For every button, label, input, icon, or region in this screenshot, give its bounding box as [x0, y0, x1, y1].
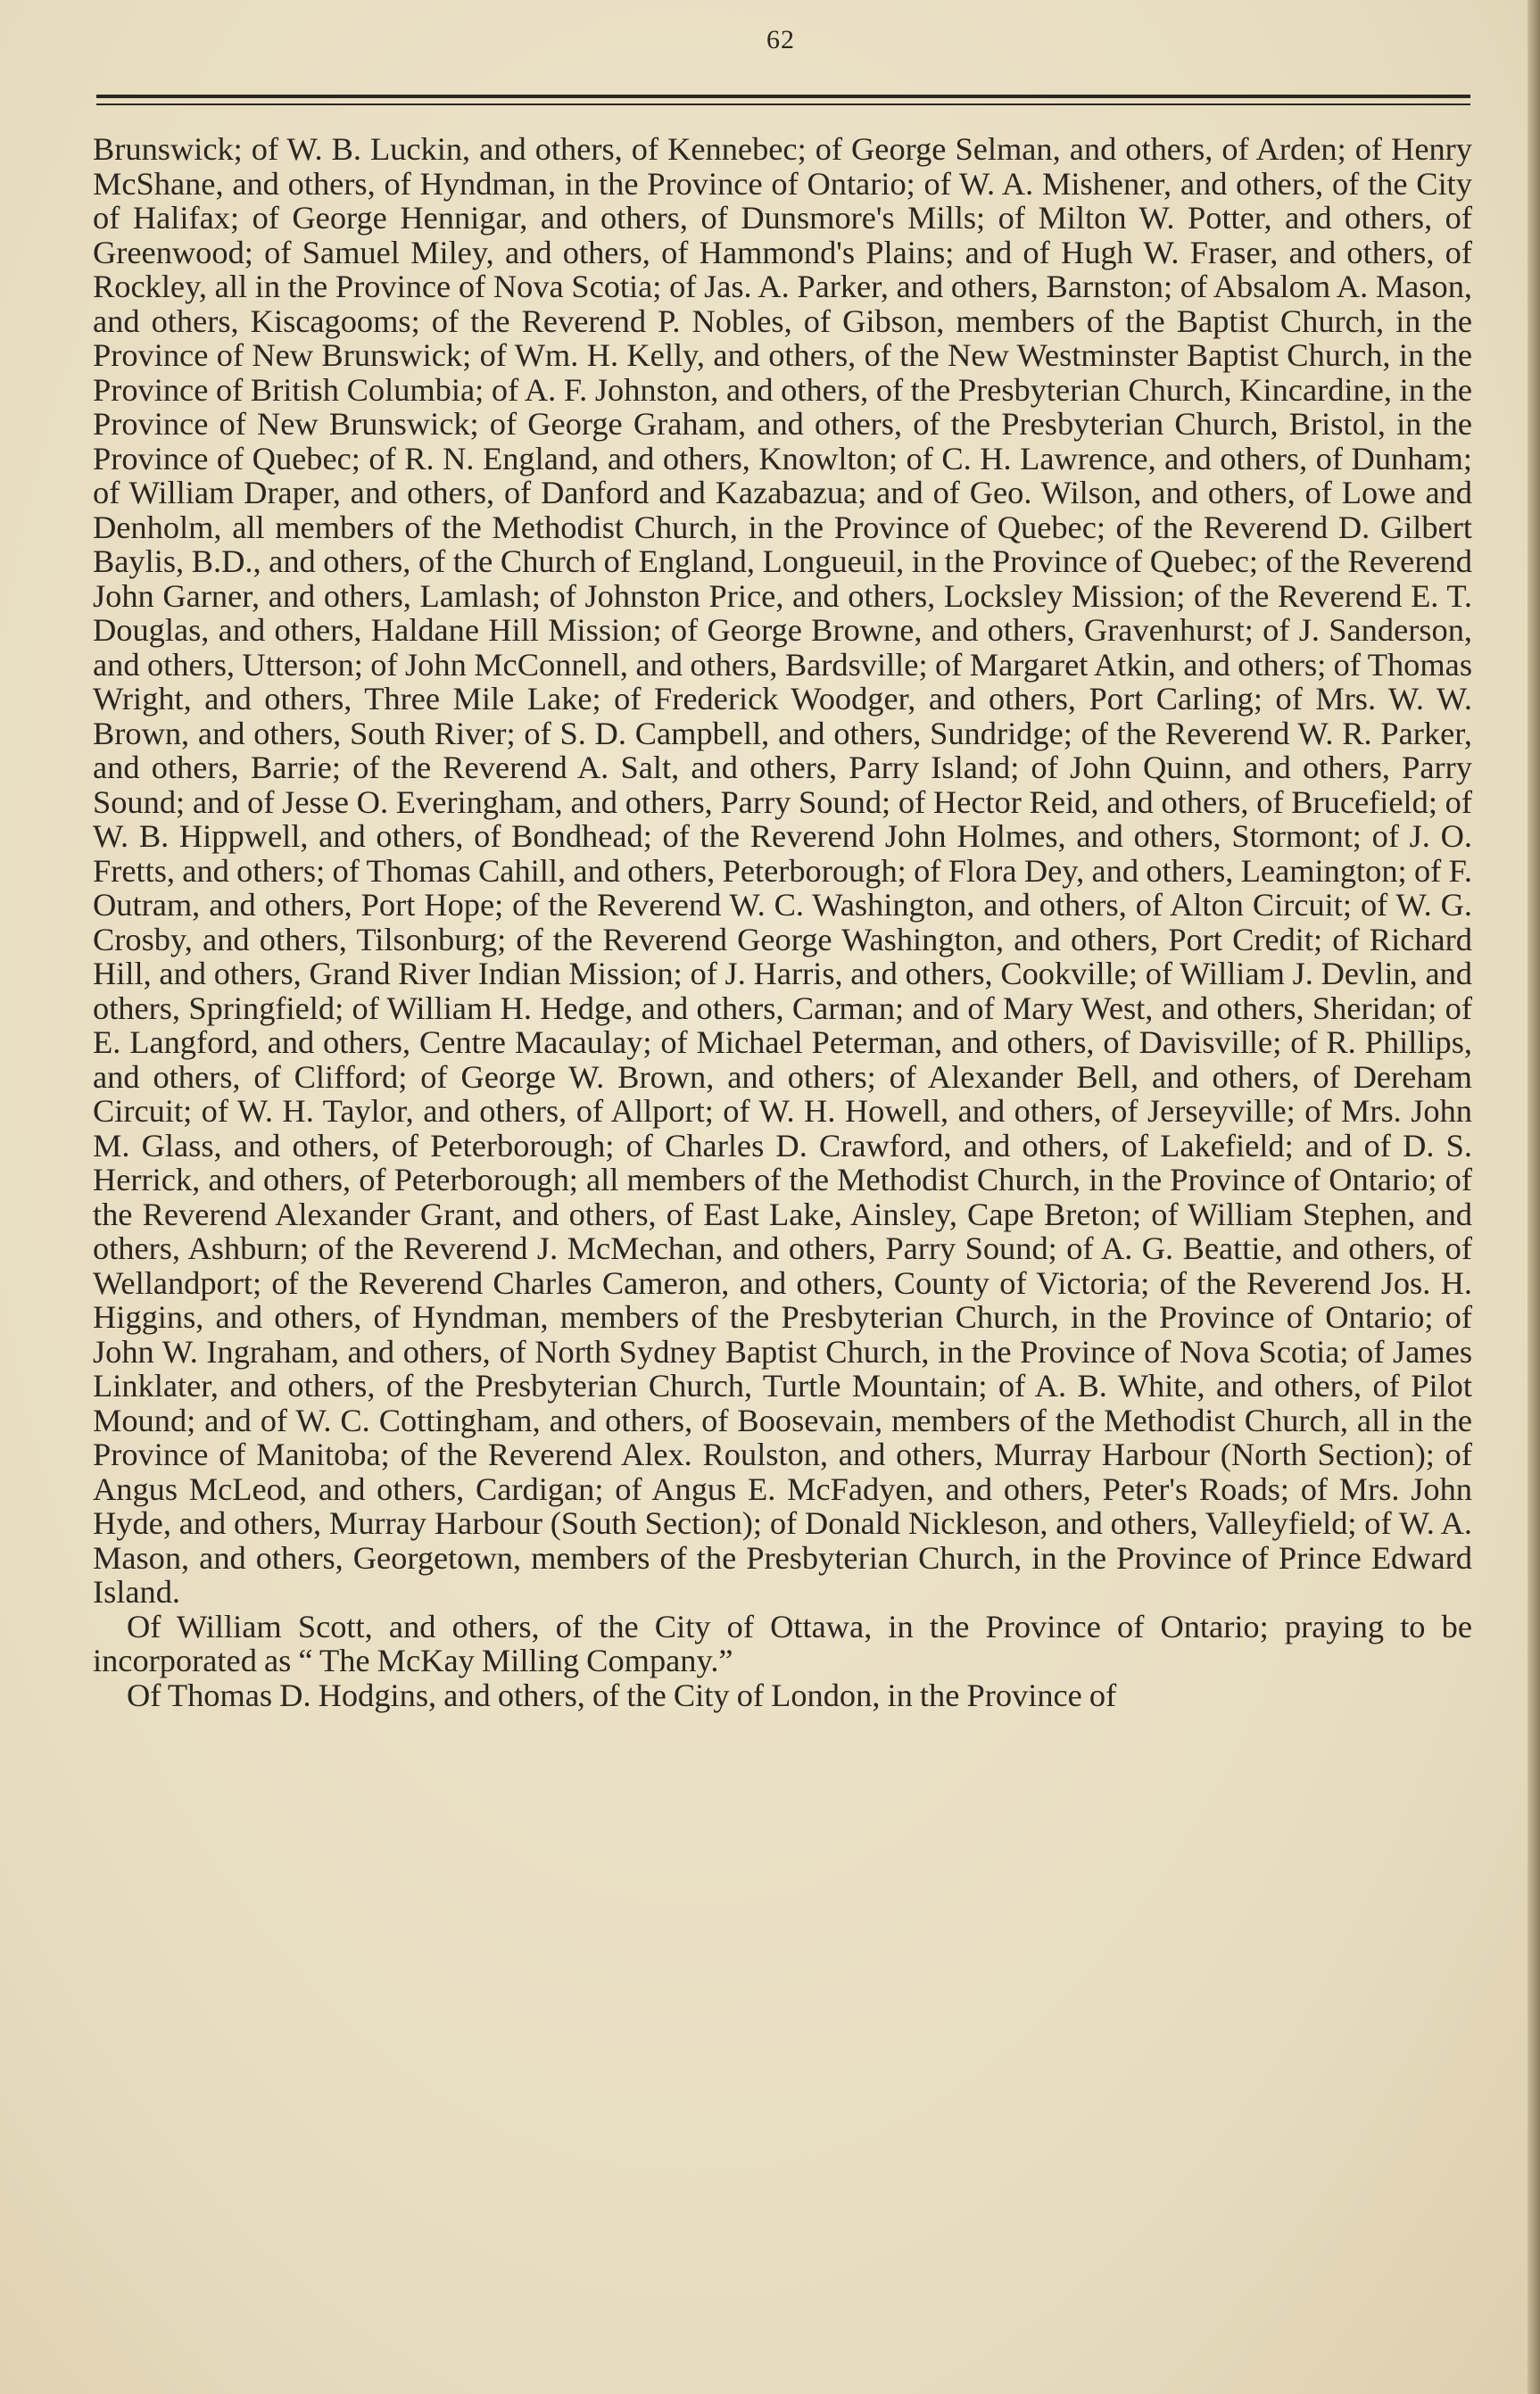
paragraph-petitions-list: Brunswick; of W. B. Luckin, and others, of Kennebec; of George Selman, and others, of Arden; of Henry McShane, and others, of Hyndman, in the Province of Ontario; of W. A. Mishener, and others, of the City of Halifax; of George Hennigar, and others, of Dunsmore's Mills; of Milton W. Potter, and others, of Greenwood; of Samuel Miley, and others, of Hammond's Plains; and of Hugh W. Fraser, and others, of Rockley, all in the Province of Nova Scotia; of Jas. A. Parker, and others, Barnston; of Absalom A. Mason, and others, Kiscagooms; of the Reverend P. Nobles, of Gibson, members of the Baptist Church, in the Province of New Brunswick; of Wm. H. Kelly, and others, of the New Westminster Baptist Church, in the Province of British Columbia; of A. F. Johnston, and others, of the Presbyterian Church, Kincardine, in the Province of New Brunswick; of George Graham, and others, of the Presbyterian Church, Bristol, in the Province of Quebec; of R. N. England, and others, Knowlton; of C. H. Lawrence, and others, of Dunham; of William Draper, and others, of Danford and Kazabazua; and of Geo. Wilson, and others, of Lowe and Denholm, all members of the Methodist Church, in the Province of Quebec; of the Reverend D. Gilbert Baylis, B.D., and others, of the Church of England, Longueuil, in the Province of Quebec; of the Reverend John Garner, and others, Lamlash; of Johnston Price, and others, Locksley Mission; of the Reverend E. T. Douglas, and others, Haldane Hill Mission; of George Browne, and others, Gravenhurst; of J. Sanderson, and others, Utterson; of John McConnell, and others, Bardsville; of Margaret Atkin, and others; of Thomas Wright, and others, Three Mile Lake; of Frederick Woodger, and others, Port Carling; of Mrs. W. W. Brown, and others, South River; of S. D. Campbell, and others, Sundridge; of the Reverend W. R. Parker, and others, Barrie; of the Reverend A. Salt, and others, Parry Island; of John Quinn, and others, Parry Sound; and of Jesse O. Everingham, and others, Parry Sound; of Hector Reid, and others, of Brucefield; of W. B. Hippwell, and others, of Bondhead; of the Reverend John Holmes, and others, Stormont; of J. O. Fretts, and others; of Thomas Cahill, and others, Peterborough; of Flora Dey, and others, Leamington; of F. Outram, and others, Port Hope; of the Reverend W. C. Washington, and others, of Alton Circuit; of W. G. Crosby, and others, Tilsonburg; of the Reverend George Washington, and others, Port Credit; of Richard Hill, and others, Grand River Indian Mission; of J. Harris, and others, Cookville; of William J. Devlin, and others, Springfield; of William H. Hedge, and others, Carman; and of Mary West, and others, Sheridan; of E. Langford, and others, Centre Macaulay; of Michael Peterman, and others, of Davisville; of R. Phillips, and others, of Clifford; of George W. Brown, and others; of Alexander Bell, and others, of Dereham Circuit; of W. H. Taylor, and others, of Allport; of W. H. Howell, and others, of Jerseyville; of Mrs. John M. Glass, and others, of Peterborough; of Charles D. Crawford, and others, of Lakefield; and of D. S. Herrick, and others, of Peterborough; all members of the Methodist Church, in the Province of Ontario; of the Reverend Alexander Grant, and others, of East Lake, Ainsley, Cape Breton; of William Stephen, and others, Ashburn; of the Reverend J. McMechan, and others, Parry Sound; of A. G. Beattie, and others, of Wellandport; of the Reverend Charles Cameron, and others, County of Victoria; of the Reverend Jos. H. Higgins, and others, of Hyndman, members of the Presbyterian Church, in the Province of Ontario; of John W. Ingraham, and others, of North Sydney Baptist Church, in the Province of Nova Scotia; of James Linklater, and others, of the Presbyterian Church, Turtle Mountain; of A. B. White, and others, of Pilot Mound; and of W. C. Cottingham, and others, of Boosevain, members of the Methodist Church, all in the Province of Manitoba; of the Reverend Alex. Roulston, and others, Murray Harbour (North Section); of Angus McLeod, and others, Cardigan; of Angus E. McFadyen, and others, Peter's Roads; of Mrs. John Hyde, and others, Murray Harbour (South Section); of Donald Nickleson, and others, Valleyfield; of W. A. Mason, and others, Georgetown, members of the Presbyterian Church, in the Province of Prince Edward Island. [93, 131, 1472, 1610]
page-number: 62 [766, 25, 795, 54]
page-edge-shadow [1528, 0, 1540, 2394]
paragraph-mckay-milling: Of William Scott, and others, of the City of Ottawa, in the Province of Ontario; praying to be incorporated as “ The McKay Milling Company.” [93, 1608, 1472, 1678]
header-rule-thick [96, 95, 1470, 98]
header-rule-thin [96, 104, 1470, 105]
paragraph-hodgins: Of Thomas D. Hodgins, and others, of the City of London, in the Province of [127, 1677, 1117, 1713]
body-text [93, 132, 1472, 1712]
